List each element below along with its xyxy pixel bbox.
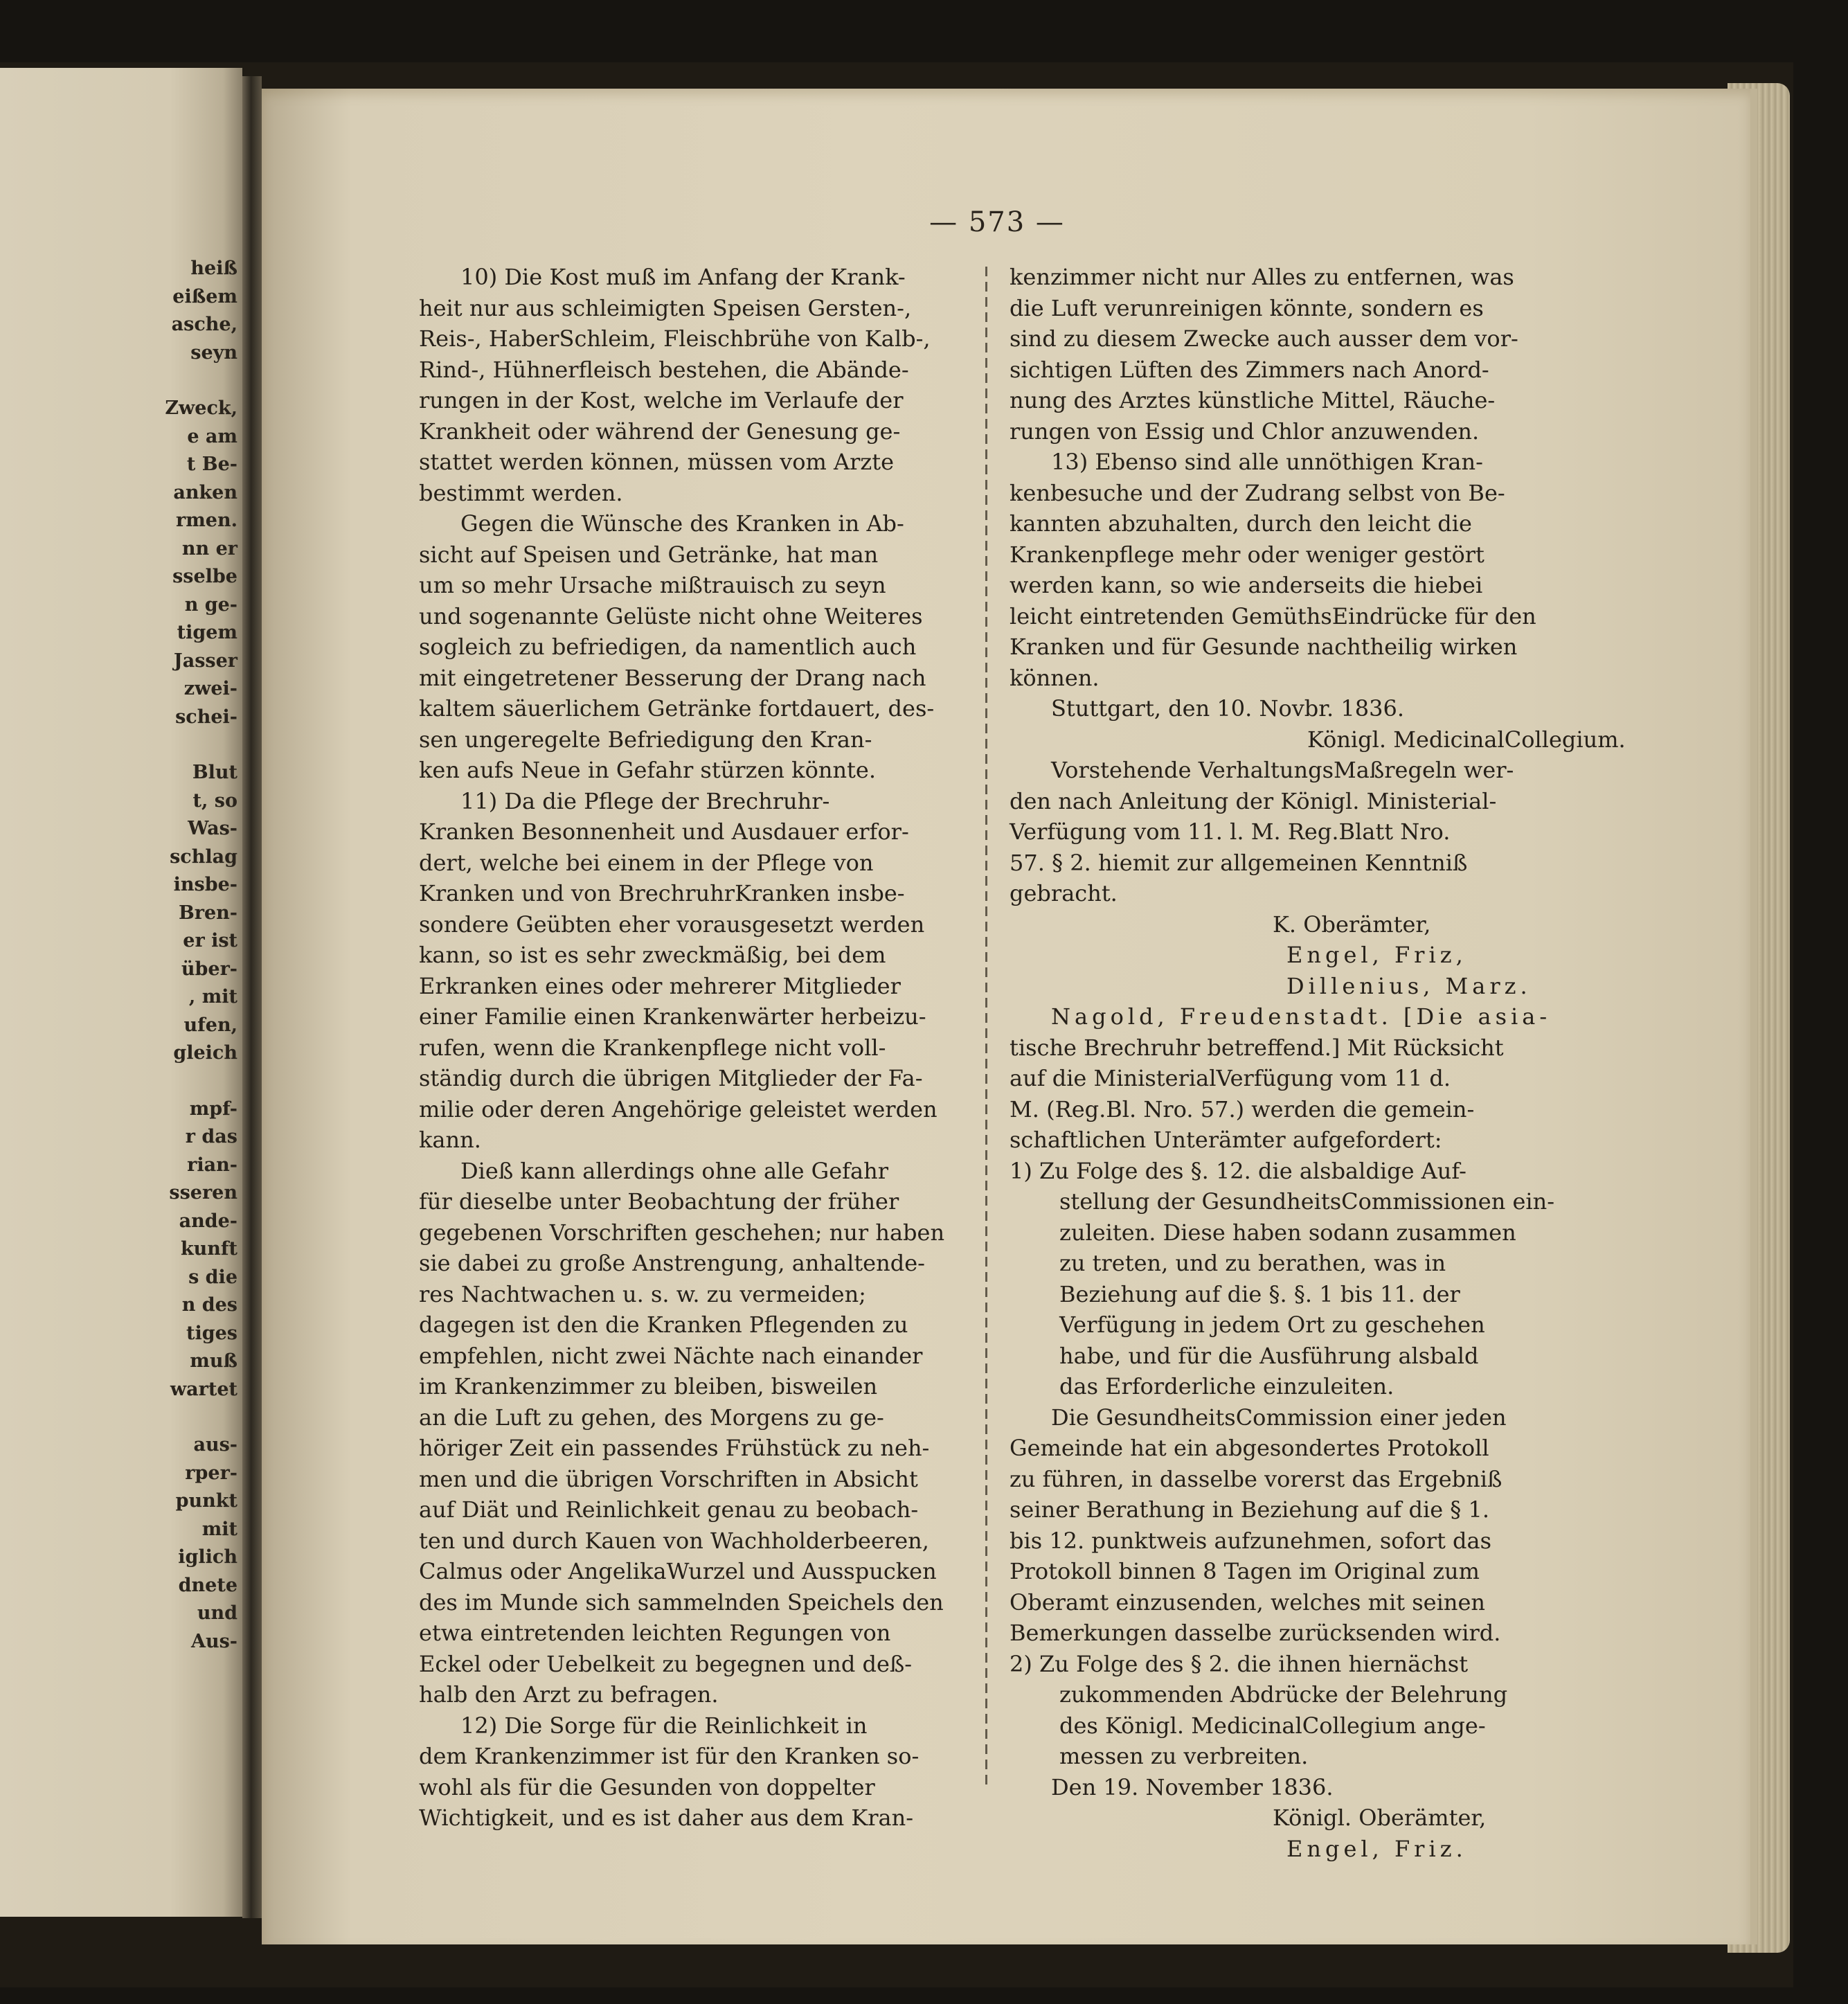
text-line: Wichtigkeit, und es ist daher aus dem Kran- [419, 1805, 914, 1831]
signature-line: Königl. MedicinalCollegium. [1307, 726, 1626, 753]
left-fragment-line: und [197, 1602, 237, 1624]
left-fragment-line: anken [173, 481, 237, 503]
text-line: Verfügung in jedem Ort zu geschehen [1059, 1312, 1485, 1338]
text-line: mit eingetretener Besserung der Drang nach [419, 664, 926, 691]
text-line: res Nachtwachen u. s. w. zu vermeiden; [419, 1280, 866, 1307]
text-line: Beziehung auf die §. §. 1 bis 11. der [1059, 1280, 1460, 1307]
text-line: zuleiten. Diese haben sodann zusammen [1059, 1219, 1516, 1246]
text-line: dem Krankenzimmer ist für den Kranken so- [419, 1743, 919, 1769]
text-line: bestimmt werden. [419, 479, 623, 506]
book-gutter [242, 76, 262, 1918]
text-line: Calmus oder AngelikaWurzel und Ausspucken [419, 1558, 937, 1584]
text-line: rufen, wenn die Krankenpflege nicht voll- [419, 1034, 886, 1061]
text-line: milie oder deren Angehörige geleistet werden [419, 1095, 938, 1122]
text-line: werden kann, so wie anderseits die hiebei [1010, 572, 1483, 598]
text-line: ken aufs Neue in Gefahr stürzen könnte. [419, 757, 877, 783]
left-fragment-line: mpf- [189, 1098, 237, 1120]
text-line: den nach Anleitung der Königl. Ministerial- [1010, 787, 1497, 814]
text-column-left [419, 262, 987, 1834]
text-line: um so mehr Ursache mißtrauisch zu seyn [419, 572, 886, 598]
text-line: 12) Die Sorge für die Reinlichkeit in [460, 1712, 868, 1739]
text-line: 10) Die Kost muß im Anfang der Krank- [460, 264, 906, 290]
text-line: das Erforderliche einzuleiten. [1059, 1373, 1394, 1399]
left-fragment-gap [0, 367, 237, 395]
text-line: ständig durch die übrigen Mitglieder der Fa- [419, 1065, 923, 1091]
text-line: die Luft verunreinigen könnte, sondern es [1010, 294, 1484, 321]
text-line: sichtigen Lüften des Zimmers nach Anord- [1010, 356, 1489, 383]
left-fragment-line: sseren [169, 1182, 237, 1204]
text-line: sicht auf Speisen und Getränke, hat man [419, 541, 879, 568]
left-fragment-line: tiges [186, 1322, 237, 1344]
text-line: nung des Arztes künstliche Mittel, Räuche- [1010, 387, 1496, 413]
text-line: Gegen die Wünsche des Kranken in Ab- [460, 510, 904, 537]
left-fragment-line: sselbe [172, 566, 237, 587]
left-fragment-line: gleich [173, 1042, 237, 1064]
text-line: Protokoll binnen 8 Tagen im Original zum [1010, 1558, 1480, 1584]
text-line: leicht eintretenden GemüthsEindrücke für den [1010, 602, 1536, 629]
left-fragment-line: kunft [180, 1238, 237, 1260]
text-line: Krankheit oder während der Genesung ge- [419, 418, 901, 445]
text-line: Bemerkungen dasselbe zurücksenden wird. [1010, 1620, 1501, 1646]
left-fragment-line: t, so [192, 789, 237, 812]
left-page-text-fragments [0, 255, 237, 1656]
text-line: können. [1010, 664, 1100, 691]
text-line: M. (Reg.Bl. Nro. 57.) werden die gemein- [1010, 1095, 1475, 1122]
text-line: 13) Ebenso sind alle unnöthigen Kran- [1051, 449, 1483, 475]
left-fragment-line: eißem [172, 285, 237, 307]
left-fragment-line: schei- [175, 706, 237, 728]
text-line: an die Luft zu gehen, des Morgens zu ge- [419, 1404, 884, 1431]
text-line: zukommenden Abdrücke der Belehrung [1059, 1681, 1508, 1708]
text-line: wohl als für die Gesunden von doppelter [419, 1773, 875, 1800]
text-line: Krankenpflege mehr oder weniger gestört [1010, 541, 1484, 568]
text-line: stellung der GesundheitsCommissionen ein- [1059, 1188, 1555, 1215]
text-line: habe, und für die Ausführung alsbald [1059, 1342, 1479, 1369]
left-fragment-line: über- [181, 958, 237, 980]
left-fragment-line: aus- [193, 1434, 237, 1456]
text-line: dagegen ist den die Kranken Pflegenden zu [419, 1312, 908, 1338]
text-line: men und die übrigen Vorschriften in Absicht [419, 1465, 918, 1492]
text-column-right [1010, 262, 1626, 1864]
left-fragment-line: asche, [171, 314, 237, 335]
left-fragment-line: Bren- [178, 902, 237, 924]
left-fragment-line: t Be- [186, 454, 237, 475]
text-line: etwa eintretenden leichten Regungen von [419, 1620, 891, 1646]
text-line: schaftlichen Unterämter aufgefordert: [1010, 1127, 1442, 1153]
signature-line: Dillenius, Marz. [1286, 972, 1532, 999]
text-line: Erkranken eines oder mehrerer Mitglieder [419, 972, 901, 999]
left-fragment-line: nn er [181, 537, 237, 560]
text-line: 2) Zu Folge des § 2. die ihnen hiernächst [1010, 1650, 1469, 1677]
left-fragment-line: seyn [190, 341, 237, 364]
text-line: Rind-, Hühnerfleisch bestehen, die Abände- [419, 356, 909, 383]
page-number: — 573 — [929, 206, 1065, 238]
date-line: Stuttgart, den 10. Novbr. 1836. [1051, 695, 1404, 722]
left-fragment-line: Blut [192, 762, 237, 783]
left-fragment-line: Zweck, [165, 397, 237, 419]
text-line: Gemeinde hat ein abgesondertes Protokoll [1010, 1435, 1489, 1461]
text-line: Reis-, HaberSchleim, Fleischbrühe von Kalb-, [419, 325, 931, 352]
left-fragment-line: Was- [188, 818, 237, 839]
signature-line: Engel, Friz. [1286, 1835, 1467, 1862]
text-line: Oberamt einzusenden, welches mit seinen [1010, 1589, 1485, 1616]
left-fragment-line: heiß [190, 258, 237, 279]
left-fragment-line: Jasser [173, 650, 237, 672]
text-line: 1) Zu Folge des §. 12. die alsbaldige Auf- [1010, 1157, 1466, 1184]
left-fragment-line: Aus- [191, 1630, 237, 1652]
text-line: kann. [419, 1127, 481, 1153]
text-line: Verfügung vom 11. l. M. Reg.Blatt Nro. [1010, 818, 1451, 845]
text-line: auf Diät und Reinlichkeit genau zu beobach- [419, 1496, 919, 1523]
left-fragment-line: r das [185, 1126, 237, 1147]
text-line: Dieß kann allerdings ohne alle Gefahr [460, 1157, 888, 1184]
text-line: Die GesundheitsCommission einer jeden [1051, 1404, 1507, 1431]
text-line: des im Munde sich sammelnden Speichels den [419, 1589, 944, 1616]
text-line: heit nur aus schleimigten Speisen Gersten-, [419, 294, 912, 321]
left-fragment-line: insbe- [173, 874, 237, 895]
text-line: Kranken Besonnenheit und Ausdauer erfor- [419, 818, 909, 845]
left-fragment-line: rmen. [175, 510, 237, 531]
text-line: sondere Geübten eher vorausgesetzt werden [419, 911, 925, 938]
left-fragment-line: n des [181, 1294, 237, 1316]
text-line: rungen in der Kost, welche im Verlaufe der [419, 387, 904, 413]
text-line: und sogenannte Gelüste nicht ohne Weiteres [419, 602, 923, 629]
left-fragment-line: zwei- [183, 678, 237, 699]
text-line: seiner Berathung in Beziehung auf die § 1. [1010, 1496, 1489, 1523]
text-line: gebracht. [1010, 880, 1118, 906]
left-fragment-line: schlag [170, 846, 237, 868]
text-line: kaltem säuerlichem Getränke fortdauert, des- [419, 695, 935, 722]
text-line: dert, welche bei einem in der Pflege von [419, 849, 874, 876]
text-line: ten und durch Kauen von Wachholderbeeren, [419, 1527, 929, 1554]
left-fragment-line: wartet [170, 1378, 237, 1400]
text-line: rungen von Essig und Chlor anzuwenden. [1010, 418, 1480, 445]
text-line: 57. § 2. hiemit zur allgemeinen Kenntniß [1010, 849, 1468, 876]
text-line: für dieselbe unter Beobachtung der früher [419, 1188, 899, 1215]
signature-line: Königl. Oberämter, [1273, 1805, 1487, 1831]
text-line: sie dabei zu große Anstrengung, anhaltende- [419, 1250, 925, 1276]
text-line: bis 12. punktweis aufzunehmen, sofort das [1010, 1527, 1491, 1554]
left-fragment-gap [0, 731, 237, 759]
left-fragment-line: rian- [187, 1154, 237, 1176]
text-line: zu treten, und zu berathen, was in [1059, 1250, 1446, 1276]
left-fragment-line: s die [188, 1266, 237, 1288]
left-fragment-line: muß [190, 1350, 237, 1372]
text-line: Kranken und für Gesunde nachtheilig wirken [1010, 634, 1518, 660]
text-line: kannten abzuhalten, durch den leicht die [1010, 510, 1472, 537]
text-line: messen zu verbreiten. [1059, 1743, 1309, 1769]
left-fragment-line: n ge- [184, 593, 237, 616]
text-line: gegebenen Vorschriften geschehen; nur haben [419, 1219, 945, 1246]
text-line: sogleich zu befriedigen, da namentlich auch [419, 634, 917, 660]
text-line: zu führen, in dasselbe vorerst das Ergebniß [1010, 1465, 1502, 1492]
text-line: stattet werden können, müssen vom Arzte [419, 449, 895, 475]
text-line: empfehlen, nicht zwei Nächte nach einander [419, 1342, 923, 1369]
left-fragment-line: , mit [188, 986, 237, 1008]
text-line: Vorstehende VerhaltungsMaßregeln wer- [1051, 757, 1514, 783]
date-line: Den 19. November 1836. [1051, 1773, 1334, 1800]
left-fragment-line: rper- [185, 1462, 237, 1484]
left-fragment-gap [0, 1404, 237, 1431]
text-line: sen ungeregelte Befriedigung den Kran- [419, 726, 872, 753]
text-line: sind zu diesem Zwecke auch ausser dem vor- [1010, 325, 1518, 352]
text-line: kenbesuche und der Zudrang selbst von Be- [1010, 479, 1505, 506]
left-fragment-line: ande- [179, 1210, 237, 1232]
signature-line: K. Oberämter, [1273, 911, 1431, 938]
left-fragment-line: er ist [183, 930, 237, 951]
text-line: 11) Da die Pflege der Brechruhr- [460, 787, 830, 814]
text-line: Nagold, Freudenstadt. [Die asia- [1051, 1003, 1552, 1030]
left-fragment-line: ufen, [183, 1014, 237, 1036]
left-fragment-line: dnete [178, 1574, 237, 1596]
left-fragment-line: iglich [178, 1546, 237, 1568]
left-page [0, 68, 242, 1917]
text-line: auf die MinisterialVerfügung vom 11 d. [1010, 1065, 1451, 1091]
text-line: höriger Zeit ein passendes Frühstück zu neh- [419, 1435, 930, 1461]
text-line: Eckel oder Uebelkeit zu begegnen und deß- [419, 1650, 913, 1677]
left-fragment-line: e am [187, 425, 237, 447]
text-line: tische Brechruhr betreffend.] Mit Rücksicht [1010, 1034, 1504, 1061]
text-line: Kranken und von BrechruhrKranken insbe- [419, 880, 905, 906]
text-line: kenzimmer nicht nur Alles zu entfernen, was [1010, 264, 1514, 290]
text-line: im Krankenzimmer zu bleiben, bisweilen [419, 1373, 878, 1399]
left-fragment-line: tigem [177, 622, 237, 643]
text-line: kann, so ist es sehr zweckmäßig, bei dem [419, 942, 886, 968]
left-fragment-gap [0, 1068, 237, 1095]
text-line: des Königl. MedicinalCollegium ange- [1059, 1712, 1486, 1739]
signature-line: Engel, Friz, [1286, 942, 1467, 968]
text-line: halb den Arzt zu befragen. [419, 1681, 719, 1708]
text-line: einer Familie einen Krankenwärter herbeizu- [419, 1003, 926, 1030]
left-fragment-line: punkt [175, 1490, 237, 1512]
left-fragment-line: mit [201, 1518, 237, 1540]
